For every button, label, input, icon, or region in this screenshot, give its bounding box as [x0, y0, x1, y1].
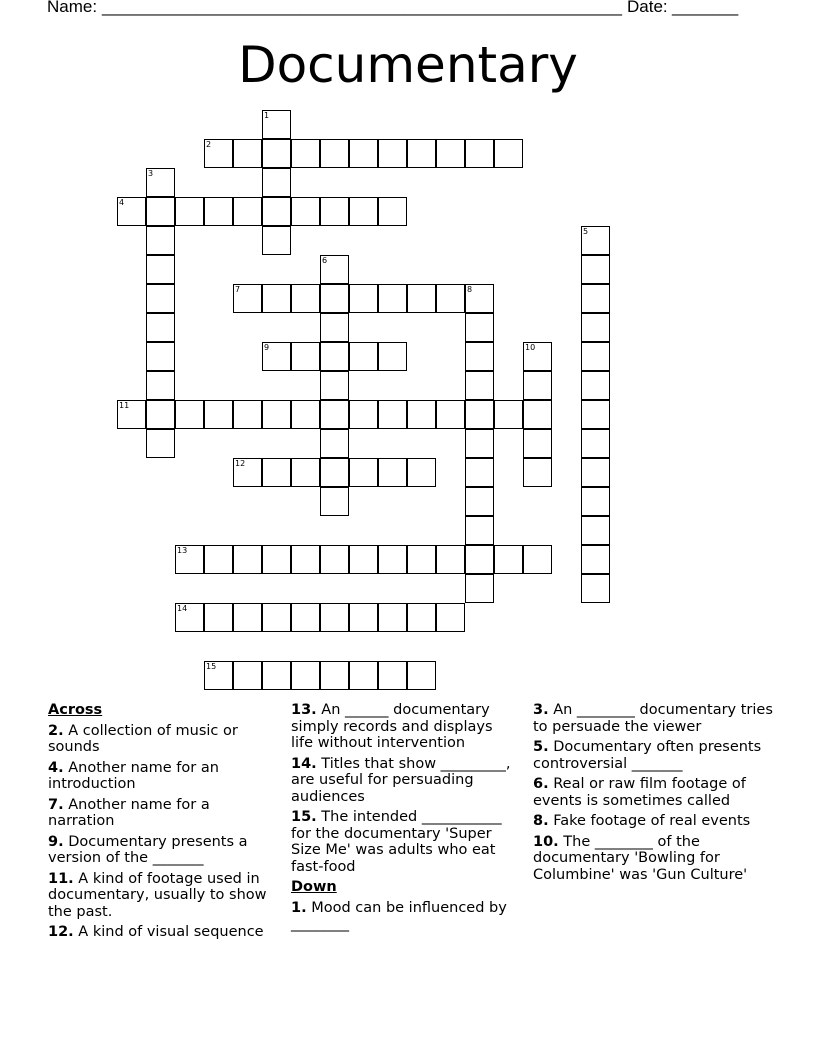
grid-cell[interactable] — [262, 661, 291, 690]
grid-cell[interactable] — [291, 284, 320, 313]
clue-number-7: 7 — [235, 285, 241, 294]
clue-number-5: 5 — [583, 227, 589, 236]
grid-cell[interactable] — [407, 603, 436, 632]
clue-number-9: 9 — [264, 343, 270, 352]
date-label: Date: — [627, 0, 668, 16]
clue-number-12: 12 — [235, 459, 246, 468]
grid-cell[interactable] — [146, 429, 175, 458]
grid-cell[interactable] — [349, 139, 378, 168]
grid-cell[interactable] — [378, 458, 407, 487]
grid-cell[interactable] — [262, 139, 291, 168]
grid-cell[interactable] — [581, 545, 610, 574]
grid-cell[interactable] — [581, 255, 610, 284]
grid-cell[interactable] — [175, 400, 204, 429]
clue-number-8: 8 — [467, 285, 473, 294]
clue-across-12: 12. A kind of visual sequence — [48, 924, 264, 940]
grid-cell[interactable] — [349, 545, 378, 574]
grid-cell[interactable] — [320, 603, 349, 632]
grid-cell[interactable] — [291, 139, 320, 168]
grid-cell[interactable] — [262, 284, 291, 313]
grid-cell[interactable] — [262, 458, 291, 487]
grid-cell[interactable] — [581, 313, 610, 342]
grid-cell[interactable] — [465, 139, 494, 168]
clue-down-5: 5. Documentary often presents controversial _______ — [533, 739, 762, 772]
grid-cell[interactable] — [320, 342, 349, 371]
clue-down-3: 3. An ________ documentary tries to persuade the viewer — [533, 702, 773, 735]
grid-cell[interactable] — [146, 284, 175, 313]
clue-number-1: 1 — [264, 111, 270, 120]
grid-cell[interactable] — [494, 139, 523, 168]
clue-number-14: 14 — [177, 604, 188, 613]
grid-cell[interactable] — [262, 168, 291, 197]
grid-cell[interactable] — [291, 342, 320, 371]
grid-cell[interactable] — [494, 400, 523, 429]
grid-cell[interactable] — [523, 429, 552, 458]
grid-cell[interactable] — [146, 197, 175, 226]
grid-cell[interactable] — [291, 661, 320, 690]
grid-cell[interactable] — [262, 400, 291, 429]
grid-cell[interactable] — [581, 574, 610, 603]
down-heading: Down — [291, 879, 337, 895]
grid-cell[interactable] — [146, 255, 175, 284]
grid-cell[interactable] — [494, 545, 523, 574]
grid-cell[interactable] — [378, 400, 407, 429]
grid-cell[interactable] — [378, 342, 407, 371]
clue-number-15: 15 — [206, 662, 217, 671]
clue-down-10: 10. The ________ of the documentary 'Bowling for Columbine' was 'Gun Culture' — [533, 833, 748, 883]
clue-number-13: 13 — [177, 546, 188, 555]
clue-across-14: 14. Titles that show _________, are useful for persuading audiences — [291, 755, 511, 805]
grid-cell[interactable] — [436, 603, 465, 632]
grid-cell[interactable] — [262, 226, 291, 255]
grid-cell[interactable] — [204, 545, 233, 574]
grid-cell[interactable] — [233, 197, 262, 226]
grid-cell[interactable] — [523, 458, 552, 487]
grid-cell[interactable] — [523, 400, 552, 429]
grid-cell[interactable] — [204, 603, 233, 632]
grid-cell[interactable] — [291, 603, 320, 632]
clue-across-9: 9. Documentary presents a version of the _______ — [48, 833, 248, 866]
grid-cell[interactable] — [378, 603, 407, 632]
grid-cell[interactable] — [320, 487, 349, 516]
grid-cell[interactable] — [146, 342, 175, 371]
grid-cell[interactable] — [581, 400, 610, 429]
grid-cell[interactable] — [291, 400, 320, 429]
name-label: Name: — [47, 0, 98, 16]
grid-cell[interactable] — [436, 400, 465, 429]
grid-cell[interactable] — [407, 661, 436, 690]
grid-cell[interactable] — [320, 197, 349, 226]
grid-cell[interactable] — [262, 545, 291, 574]
grid-cell[interactable] — [233, 661, 262, 690]
clue-column-1 — [48, 702, 280, 945]
grid-cell[interactable] — [465, 342, 494, 371]
grid-cell[interactable] — [581, 487, 610, 516]
clue-column-2 — [291, 702, 519, 937]
grid-cell[interactable] — [581, 342, 610, 371]
grid-cell[interactable] — [581, 516, 610, 545]
clue-number-11: 11 — [119, 401, 130, 410]
grid-cell[interactable] — [581, 371, 610, 400]
grid-cell[interactable] — [349, 342, 378, 371]
clue-across-4: 4. Another name for an introduction — [48, 759, 219, 792]
grid-cell[interactable] — [204, 197, 233, 226]
clue-number-2: 2 — [206, 140, 212, 149]
grid-cell[interactable] — [320, 284, 349, 313]
clue-number-4: 4 — [119, 198, 125, 207]
clue-across-2: 2. A collection of music or sounds — [48, 722, 238, 755]
grid-cell[interactable] — [320, 139, 349, 168]
grid-cell[interactable] — [146, 371, 175, 400]
grid-cell[interactable] — [581, 458, 610, 487]
grid-cell[interactable] — [146, 226, 175, 255]
grid-cell[interactable] — [436, 139, 465, 168]
date-field[interactable]: _______ — [672, 0, 739, 16]
grid-cell[interactable] — [523, 545, 552, 574]
grid-cell[interactable] — [581, 429, 610, 458]
grid-cell[interactable] — [349, 458, 378, 487]
grid-cell[interactable] — [233, 603, 262, 632]
grid-cell[interactable] — [378, 197, 407, 226]
grid-cell[interactable] — [349, 400, 378, 429]
grid-cell[interactable] — [465, 545, 494, 574]
grid-cell[interactable] — [291, 545, 320, 574]
grid-cell[interactable] — [320, 661, 349, 690]
page-title: Documentary — [238, 36, 578, 94]
clue-down-1: 1. Mood can be influenced by ________ — [291, 899, 507, 932]
grid-cell[interactable] — [146, 313, 175, 342]
grid-cell[interactable] — [378, 139, 407, 168]
grid-cell[interactable] — [175, 197, 204, 226]
grid-cell[interactable] — [378, 545, 407, 574]
clue-down-6: 6. Real or raw film footage of events is sometimes called — [533, 776, 746, 809]
grid-cell[interactable] — [349, 661, 378, 690]
grid-cell[interactable] — [465, 429, 494, 458]
grid-cell[interactable] — [233, 545, 262, 574]
clue-column-3 — [533, 702, 773, 887]
grid-cell[interactable] — [262, 603, 291, 632]
grid-cell[interactable] — [465, 574, 494, 603]
grid-cell[interactable] — [291, 458, 320, 487]
grid-cell[interactable] — [465, 487, 494, 516]
grid-cell[interactable] — [320, 458, 349, 487]
grid-cell[interactable] — [581, 284, 610, 313]
grid-cell[interactable] — [378, 284, 407, 313]
clue-number-10: 10 — [525, 343, 536, 352]
grid-cell[interactable] — [407, 400, 436, 429]
grid-cell[interactable] — [378, 661, 407, 690]
grid-cell[interactable] — [523, 371, 552, 400]
grid-cell[interactable] — [436, 545, 465, 574]
clue-number-3: 3 — [148, 169, 154, 178]
grid-cell[interactable] — [407, 284, 436, 313]
clue-across-15: 15. The intended ___________ for the documentary 'Super Size Me' was adults who eat fast-food — [291, 809, 502, 875]
grid-cell[interactable] — [349, 284, 378, 313]
across-heading: Across — [48, 702, 103, 718]
clue-number-6: 6 — [322, 256, 328, 265]
grid-cell[interactable] — [320, 429, 349, 458]
grid-cell[interactable] — [204, 400, 233, 429]
grid-cell[interactable] — [233, 400, 262, 429]
grid-cell[interactable] — [465, 400, 494, 429]
grid-cell[interactable] — [436, 284, 465, 313]
grid-cell[interactable] — [465, 516, 494, 545]
grid-cell[interactable] — [233, 139, 262, 168]
grid-cell[interactable] — [465, 371, 494, 400]
clue-across-13: 13. An ______ documentary simply records and displays life without intervention — [291, 702, 493, 751]
grid-cell[interactable] — [320, 400, 349, 429]
grid-cell[interactable] — [291, 197, 320, 226]
grid-cell[interactable] — [465, 313, 494, 342]
grid-cell[interactable] — [320, 313, 349, 342]
name-field[interactable]: _______________________________________________________ — [102, 0, 623, 16]
grid-cell[interactable] — [407, 458, 436, 487]
grid-cell[interactable] — [349, 197, 378, 226]
grid-cell[interactable] — [320, 545, 349, 574]
clue-down-8: 8. Fake footage of real events — [533, 813, 751, 829]
grid-cell[interactable] — [146, 400, 175, 429]
grid-cell[interactable] — [407, 139, 436, 168]
grid-cell[interactable] — [262, 197, 291, 226]
clue-across-11: 11. A kind of footage used in documentary, usually to show the past. — [48, 870, 267, 920]
grid-cell[interactable] — [407, 545, 436, 574]
grid-cell[interactable] — [465, 458, 494, 487]
clue-across-7: 7. Another name for a narration — [48, 796, 210, 829]
grid-cell[interactable] — [320, 371, 349, 400]
grid-cell[interactable] — [349, 603, 378, 632]
